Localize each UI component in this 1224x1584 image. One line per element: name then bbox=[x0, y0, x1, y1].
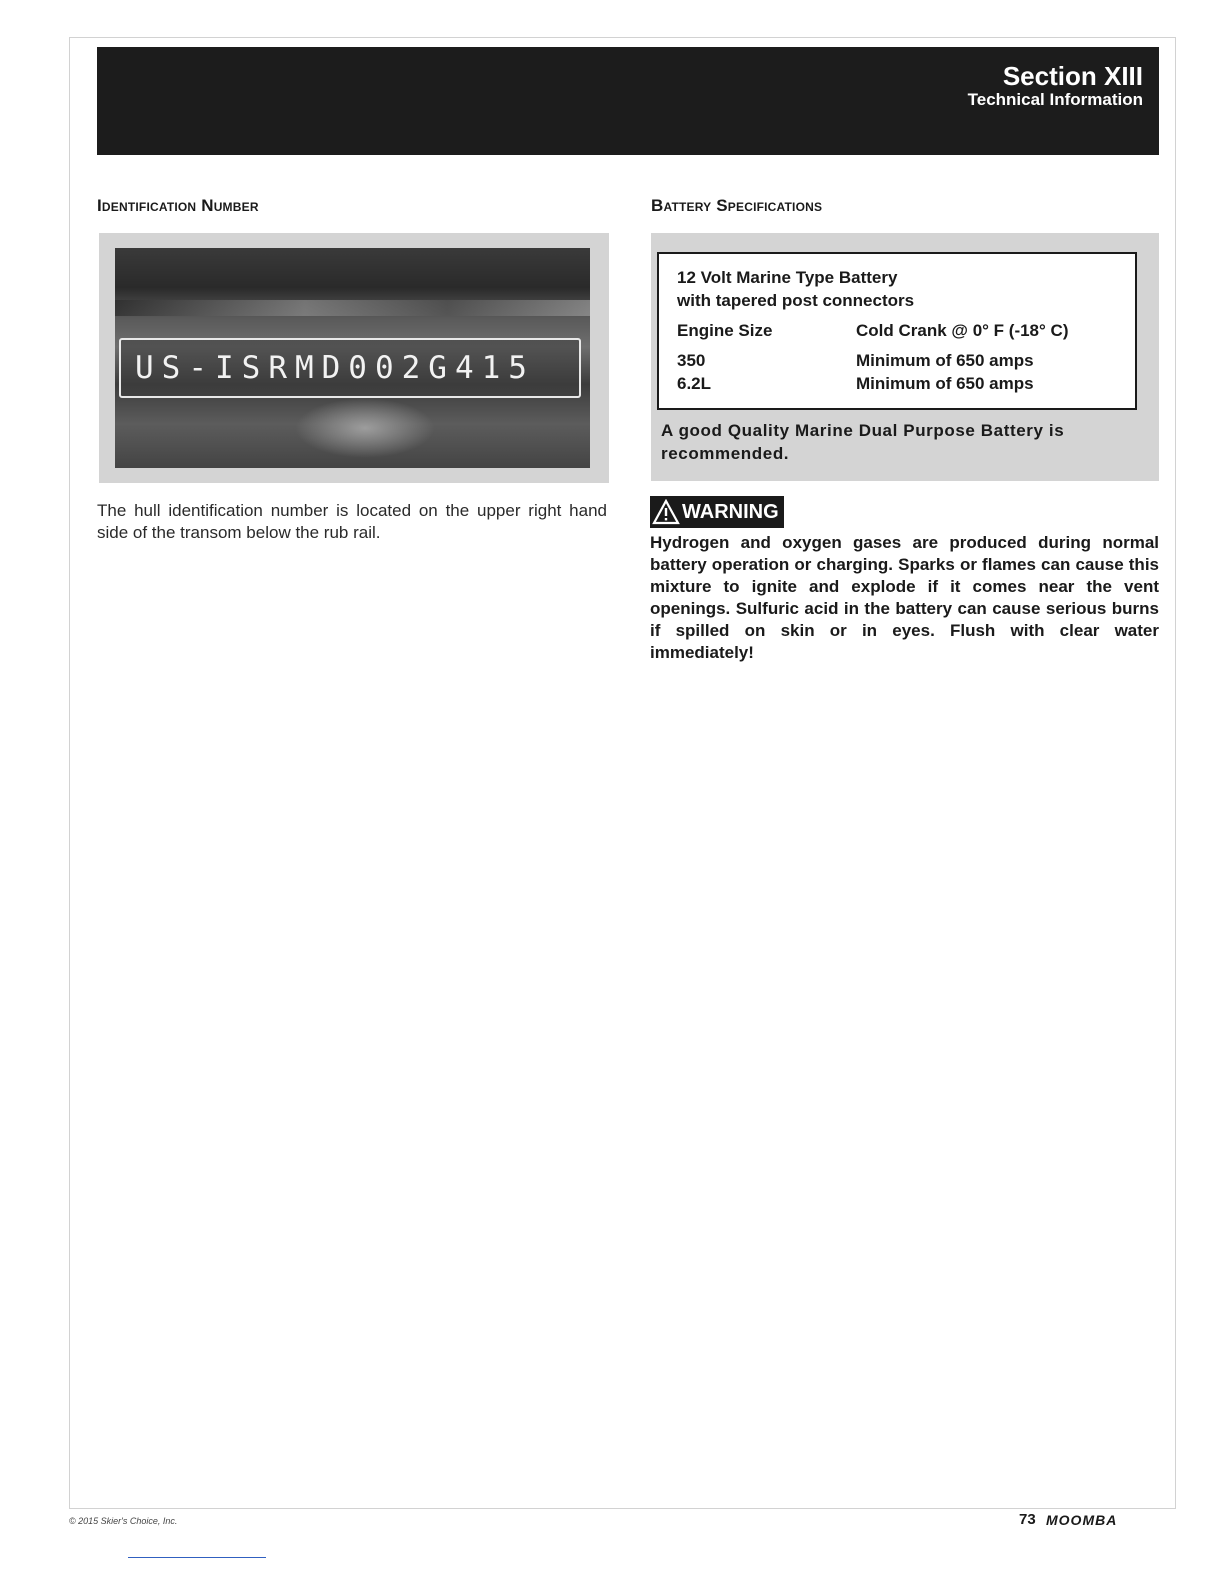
hull-id-photo bbox=[115, 248, 590, 468]
warning-triangle-icon bbox=[652, 499, 680, 525]
row-crank: Minimum of 650 amps bbox=[856, 374, 1034, 393]
battery-spec-frame bbox=[651, 233, 1159, 481]
battery-spec-box bbox=[657, 252, 1137, 410]
photo-rub-rail bbox=[115, 300, 590, 316]
hull-id-description: The hull identification number is located on the upper right hand side of the transom below the rub rail. bbox=[97, 501, 607, 542]
row-engine: 350 bbox=[677, 351, 706, 370]
hull-id-plate-text: US-ISRMD002G415 bbox=[135, 350, 535, 386]
section-header bbox=[97, 47, 1159, 155]
warning-text: Hydrogen and oxygen gases are produced during normal battery operation or charging. Sparks or flames can cause this mixture to ignite and explode if it comes near the vent openings. Sulfuric acid in the battery can cause serious burns if spilled on skin or in eyes. Flush with clear water immediately! bbox=[650, 533, 1159, 662]
col-cold-crank: Cold Crank @ 0° F (-18° C) bbox=[856, 321, 1069, 340]
battery-heading: Battery Specifications bbox=[651, 196, 823, 215]
warning-badge bbox=[650, 496, 784, 528]
identification-heading: Identification Number bbox=[97, 196, 259, 215]
hull-id-plate bbox=[119, 338, 581, 398]
page-number: 73 bbox=[1019, 1511, 1036, 1528]
battery-title-line1: 12 Volt Marine Type Battery bbox=[677, 268, 898, 287]
row-crank: Minimum of 650 amps bbox=[856, 351, 1034, 370]
warning-label: WARNING bbox=[682, 500, 779, 523]
photo-reflection bbox=[295, 398, 435, 458]
col-engine-size: Engine Size bbox=[677, 321, 773, 340]
section-subtitle: Technical Information bbox=[967, 90, 1143, 109]
section-title: Section XIII bbox=[1002, 61, 1143, 91]
footer-rule bbox=[128, 1557, 266, 1558]
brand-logo: MOOMBA bbox=[1046, 1512, 1118, 1528]
footer-copyright: © 2015 Skier's Choice, Inc. bbox=[69, 1516, 178, 1526]
row-engine: 6.2L bbox=[677, 374, 712, 393]
battery-title-line2: with tapered post connectors bbox=[677, 291, 915, 310]
battery-recommendation: A good Quality Marine Dual Purpose Battery is recommended. bbox=[661, 421, 1065, 463]
hull-id-photo-frame bbox=[99, 233, 609, 483]
